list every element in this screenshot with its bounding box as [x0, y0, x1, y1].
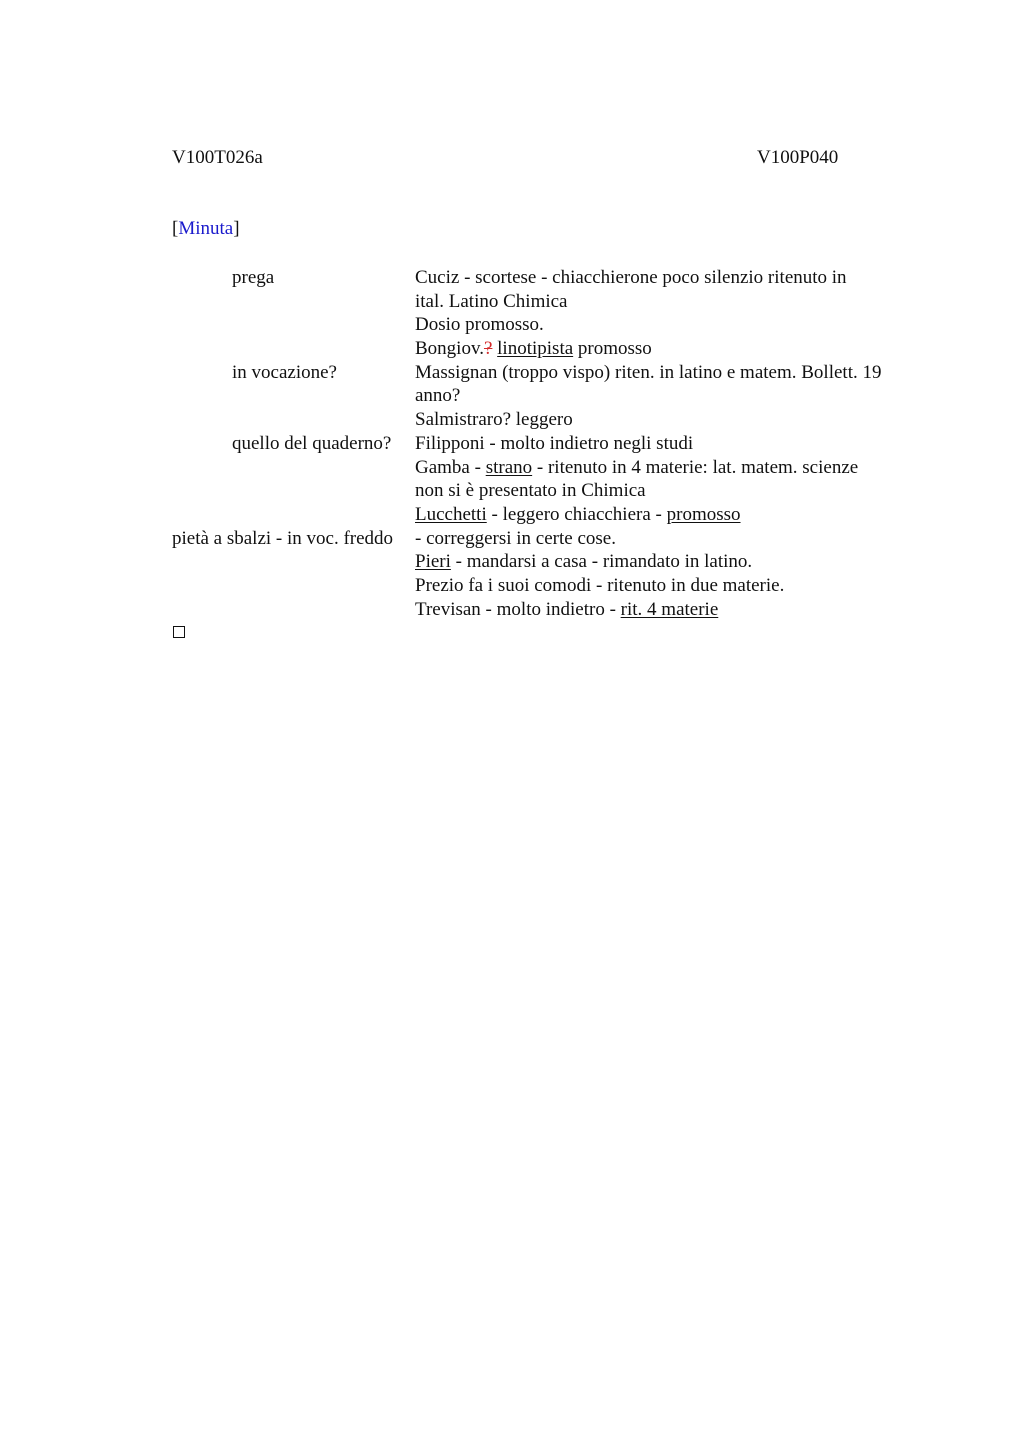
underlined-pieri: Pieri	[415, 551, 451, 573]
note-gamba	[415, 456, 858, 480]
note-cuciz-cont: ital. Latino Chimica	[415, 290, 568, 312]
note-row	[172, 574, 932, 598]
underlined-rit-4-materie: rit. 4 materie	[620, 598, 719, 620]
note-row	[172, 550, 932, 574]
note-row	[172, 527, 932, 551]
note-pieri	[415, 550, 752, 574]
student-notes	[172, 266, 932, 621]
margin-note-pieta: pietà a sbalzi - in voc. freddo	[172, 527, 394, 549]
lucchetti-mid: - leggero chiacchiera -	[486, 503, 667, 525]
deleted-mark: ?	[483, 338, 493, 360]
underlined-linotipista: linotipista	[497, 338, 574, 360]
note-cuciz: Cuciz - scortese - chiacchierone poco silenzio ritenuto in	[415, 267, 847, 288]
note-prezio: Prezio fa i suoi comodi - ritenuto in due materie.	[415, 574, 785, 596]
gamba-name: Gamba -	[415, 456, 486, 478]
underlined-lucchetti: Lucchetti	[415, 503, 487, 525]
document-code-right: V100P040	[757, 147, 839, 168]
note-bongiov	[415, 337, 652, 361]
note-trevisan	[415, 598, 718, 622]
note-row	[172, 266, 932, 290]
minuta-label	[172, 217, 240, 241]
end-square-icon	[173, 626, 185, 638]
note-massignan: Massignan (troppo vispo) riten. in latino e matem. Bollett. 19	[415, 361, 882, 383]
note-massignan-cont: anno?	[415, 385, 461, 407]
note-row	[172, 479, 932, 503]
note-row	[172, 337, 932, 361]
minuta-link[interactable]: Minuta	[178, 218, 234, 239]
underlined-strano: strano	[485, 456, 533, 478]
margin-note-quaderno: quello del quaderno?	[232, 432, 392, 454]
open-bracket: [	[172, 218, 179, 239]
bongiov-name: Bongiov.	[415, 338, 484, 360]
document-code-left: V100T026a	[172, 147, 263, 168]
gamba-rest: - ritenuto in 4 materie: lat. matem. scienze	[532, 456, 859, 478]
close-bracket: ]	[233, 218, 240, 239]
note-gamba-cont: non si è presentato in Chimica	[415, 480, 646, 502]
note-row	[172, 503, 932, 527]
note-row	[172, 384, 932, 408]
margin-note-vocazione: in vocazione?	[232, 361, 337, 383]
note-lucchetti	[415, 503, 741, 527]
note-filipponi: Filipponi - molto indietro negli studi	[415, 432, 694, 454]
note-salmistraro: Salmistraro? leggero	[415, 409, 573, 431]
pieri-rest: - mandarsi a casa - rimandato in latino.	[450, 551, 753, 573]
margin-note-prega: prega	[232, 267, 275, 288]
note-row	[172, 408, 932, 432]
trevisan-pre: Trevisan - molto indietro -	[415, 598, 621, 620]
note-row	[172, 361, 932, 385]
note-row	[172, 432, 932, 456]
note-row	[172, 313, 932, 337]
bongiov-result: promosso	[577, 338, 652, 360]
note-dosio: Dosio promosso.	[415, 314, 544, 336]
underlined-promosso: promosso	[666, 503, 741, 525]
note-row	[172, 598, 932, 622]
note-correggersi: - correggersi in certe cose.	[415, 527, 616, 549]
note-row	[172, 456, 932, 480]
note-row	[172, 290, 932, 314]
